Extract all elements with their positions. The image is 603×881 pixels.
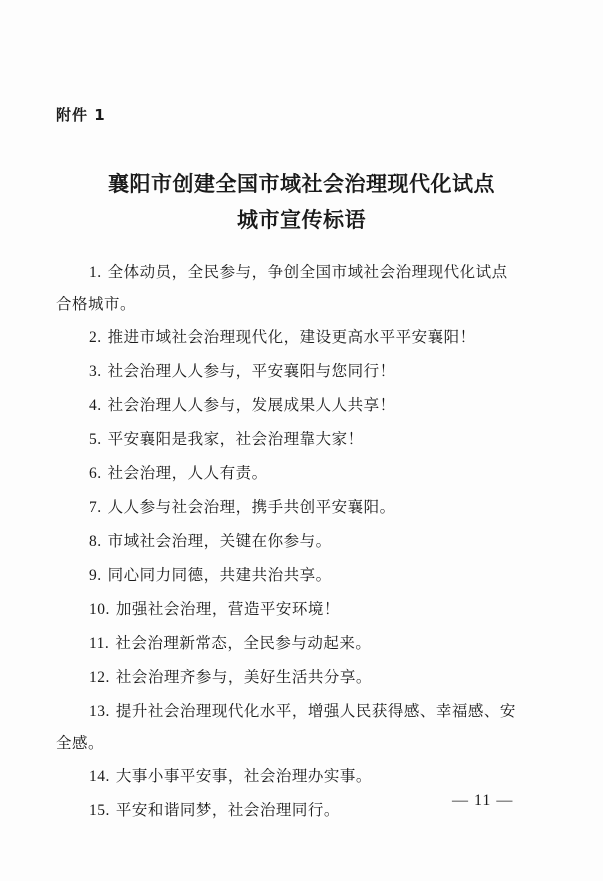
- slogan-number: 6.: [89, 465, 102, 482]
- slogan-number: 11.: [89, 635, 110, 652]
- slogan-number: 10.: [89, 601, 110, 618]
- slogan-number: 14.: [89, 768, 110, 785]
- document-title-line-2: 城市宣传标语: [237, 208, 366, 232]
- slogan-text: 社会治理人人参与，平安襄阳与您同行！: [107, 362, 396, 380]
- slogan-text: 人人参与社会治理，携手共创平安襄阳。: [107, 498, 396, 516]
- slogan-number: 1.: [89, 264, 102, 281]
- slogan-item: [0, 633, 603, 654]
- slogan-item: [0, 766, 603, 787]
- page-number: — 11 —: [452, 792, 514, 809]
- slogan-number: 3.: [89, 363, 102, 380]
- slogan-item: [0, 429, 603, 450]
- slogan-text: 大事小事平安事，社会治理办实事。: [115, 767, 372, 785]
- slogan-number: 12.: [89, 669, 110, 686]
- slogan-text: 加强社会治理，营造平安环境！: [115, 600, 340, 618]
- slogan-text: 社会治理新常态，全民参与动起来。: [115, 634, 372, 652]
- slogan-item: [0, 667, 603, 688]
- slogan-text-continuation: 合格城市。: [56, 295, 137, 313]
- slogan-item: [0, 701, 603, 753]
- slogan-number: 5.: [89, 431, 102, 448]
- slogan-text: 社会治理人人参与，发展成果人人共享！: [107, 396, 396, 414]
- slogan-item: [0, 327, 603, 348]
- slogan-text: 社会治理齐参与，美好生活共分享。: [115, 668, 372, 686]
- slogan-item: [0, 565, 603, 586]
- slogan-text: 提升社会治理现代化水平，增强人民获得感、幸福感、安: [115, 702, 516, 720]
- slogan-text: 社会治理，人人有责。: [107, 464, 268, 482]
- attachment-label: 附件 1: [56, 106, 106, 124]
- slogan-item: [0, 361, 603, 382]
- slogan-item: [0, 463, 603, 484]
- slogan-item: [0, 395, 603, 416]
- slogan-item: [0, 599, 603, 620]
- slogan-number: 8.: [89, 533, 102, 550]
- slogan-text: 全体动员，全民参与，争创全国市域社会治理现代化试点: [107, 263, 508, 281]
- slogan-text-continuation: 全感。: [56, 734, 105, 752]
- slogan-list: [0, 262, 603, 821]
- slogan-text: 推进市域社会治理现代化，建设更高水平平安襄阳！: [107, 328, 476, 346]
- slogan-text: 平安襄阳是我家，社会治理靠大家！: [107, 430, 364, 448]
- slogan-text: 同心同力同德，共建共治共享。: [107, 566, 332, 584]
- slogan-number: 13.: [89, 703, 110, 720]
- slogan-number: 9.: [89, 567, 102, 584]
- slogan-item: [0, 531, 603, 552]
- slogan-number: 4.: [89, 397, 102, 414]
- slogan-text: 平安和谐同梦，社会治理同行。: [115, 801, 340, 819]
- slogan-item: [0, 262, 603, 314]
- slogan-number: 2.: [89, 329, 102, 346]
- slogan-item: [0, 497, 603, 518]
- slogan-number: 7.: [89, 499, 102, 516]
- slogan-text: 市域社会治理，关键在你参与。: [107, 532, 332, 550]
- slogan-number: 15.: [89, 802, 110, 819]
- document-title-line-1: 襄阳市创建全国市域社会治理现代化试点: [108, 172, 495, 196]
